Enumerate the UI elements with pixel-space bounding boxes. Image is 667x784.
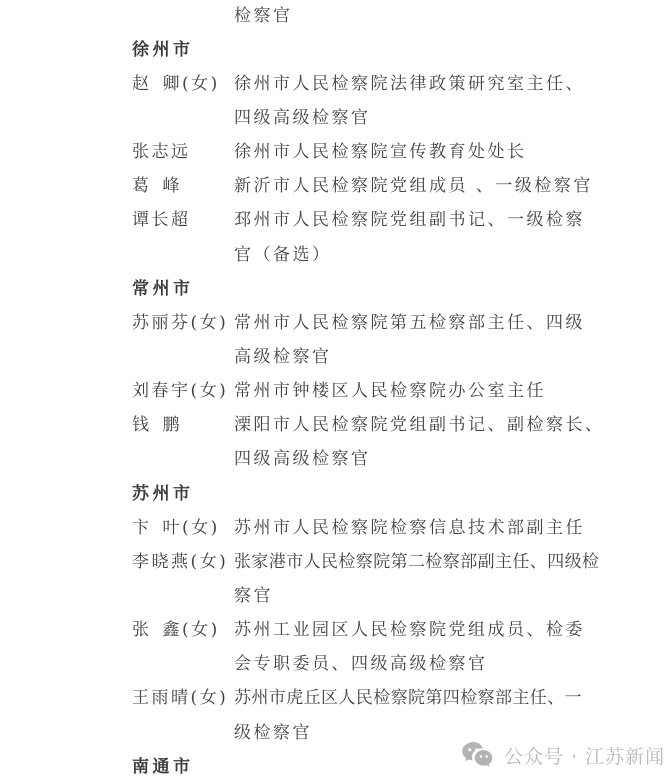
carryover-row [0, 0, 667, 30]
city-header: 南通市 [132, 756, 194, 777]
entry-row [0, 64, 667, 98]
entry-name: 葛 峰 [132, 176, 182, 197]
city-header-row [0, 269, 667, 303]
entry-row [0, 167, 667, 201]
entry-name: 张志远 [132, 142, 191, 163]
watermark-text: 公众号 · 江苏新闻 [504, 745, 666, 768]
entry-description-line: 高级检察官 [234, 346, 332, 367]
city-header: 徐州市 [132, 39, 194, 60]
entry-continuation-row [0, 98, 667, 132]
entry-name: 苏丽芬(女) [132, 312, 229, 333]
entry-row [0, 303, 667, 337]
entry-description-line: 溧阳市人民检察院党组副书记、副检察长、 [234, 415, 605, 436]
watermark [461, 741, 665, 769]
entry-continuation-row [0, 440, 667, 474]
entry-row [0, 679, 667, 713]
entry-name: 谭长超 [132, 210, 191, 231]
entry-continuation-row [0, 337, 667, 371]
entry-description-line: 邳州市人民检察院党组副书记、一级检察 [234, 210, 585, 231]
entry-row [0, 508, 667, 542]
entry-description-line: 官（备选） [234, 244, 332, 265]
entry-row [0, 372, 667, 406]
carryover-line: 检察官 [234, 5, 293, 26]
wechat-icon [461, 741, 495, 769]
city-header-row [0, 30, 667, 64]
entry-row [0, 201, 667, 235]
entry-description-line: 徐州市人民检察院宣传教育处处长 [234, 142, 527, 163]
city-header: 常州市 [132, 278, 194, 299]
entry-description-line: 级检察官 [234, 722, 312, 743]
entry-name: 卞 叶(女) [132, 517, 220, 538]
entry-description-line: 苏州市虎丘区人民检察院第四检察部主任、一 [234, 688, 582, 709]
entry-description-line: 苏州工业园区人民检察院党组成员、检委 [234, 620, 585, 641]
entry-name: 王雨晴(女) [132, 688, 229, 709]
entry-row [0, 611, 667, 645]
entry-description-line: 会专职委员、四级高级检察官 [234, 654, 488, 675]
entry-name: 李晓燕(女) [132, 551, 229, 572]
entry-row [0, 406, 667, 440]
entry-row [0, 542, 667, 576]
entry-continuation-row [0, 576, 667, 610]
entry-description-line: 四级高级检察官 [234, 449, 371, 470]
entry-name: 钱 鹏 [132, 415, 182, 436]
entry-description-line: 苏州市人民检察院检察信息技术部副主任 [234, 517, 585, 538]
entry-description-line: 常州市人民检察院第五检察部主任、四级 [234, 312, 585, 333]
entry-row [0, 133, 667, 167]
entry-description-line: 新沂市人民检察院党组成员 、一级检察官 [234, 176, 593, 197]
entry-continuation-row [0, 645, 667, 679]
entry-continuation-row [0, 235, 667, 269]
entry-description-line: 常州市钟楼区人民检察院办公室主任 [234, 381, 546, 402]
city-header-row [0, 474, 667, 508]
entry-description-line: 察官 [234, 585, 273, 606]
entry-description-line: 四级高级检察官 [234, 107, 371, 128]
entry-description-line: 徐州市人民检察院法律政策研究室主任、 [234, 73, 585, 94]
entry-name: 张 鑫(女) [132, 620, 220, 641]
entry-description-line: 张家港市人民检察院第二检察部副主任、四级检 [234, 551, 600, 572]
city-header: 苏州市 [132, 483, 194, 504]
entry-name: 刘春宇(女) [132, 381, 229, 402]
entry-name: 赵 卿(女) [132, 73, 220, 94]
